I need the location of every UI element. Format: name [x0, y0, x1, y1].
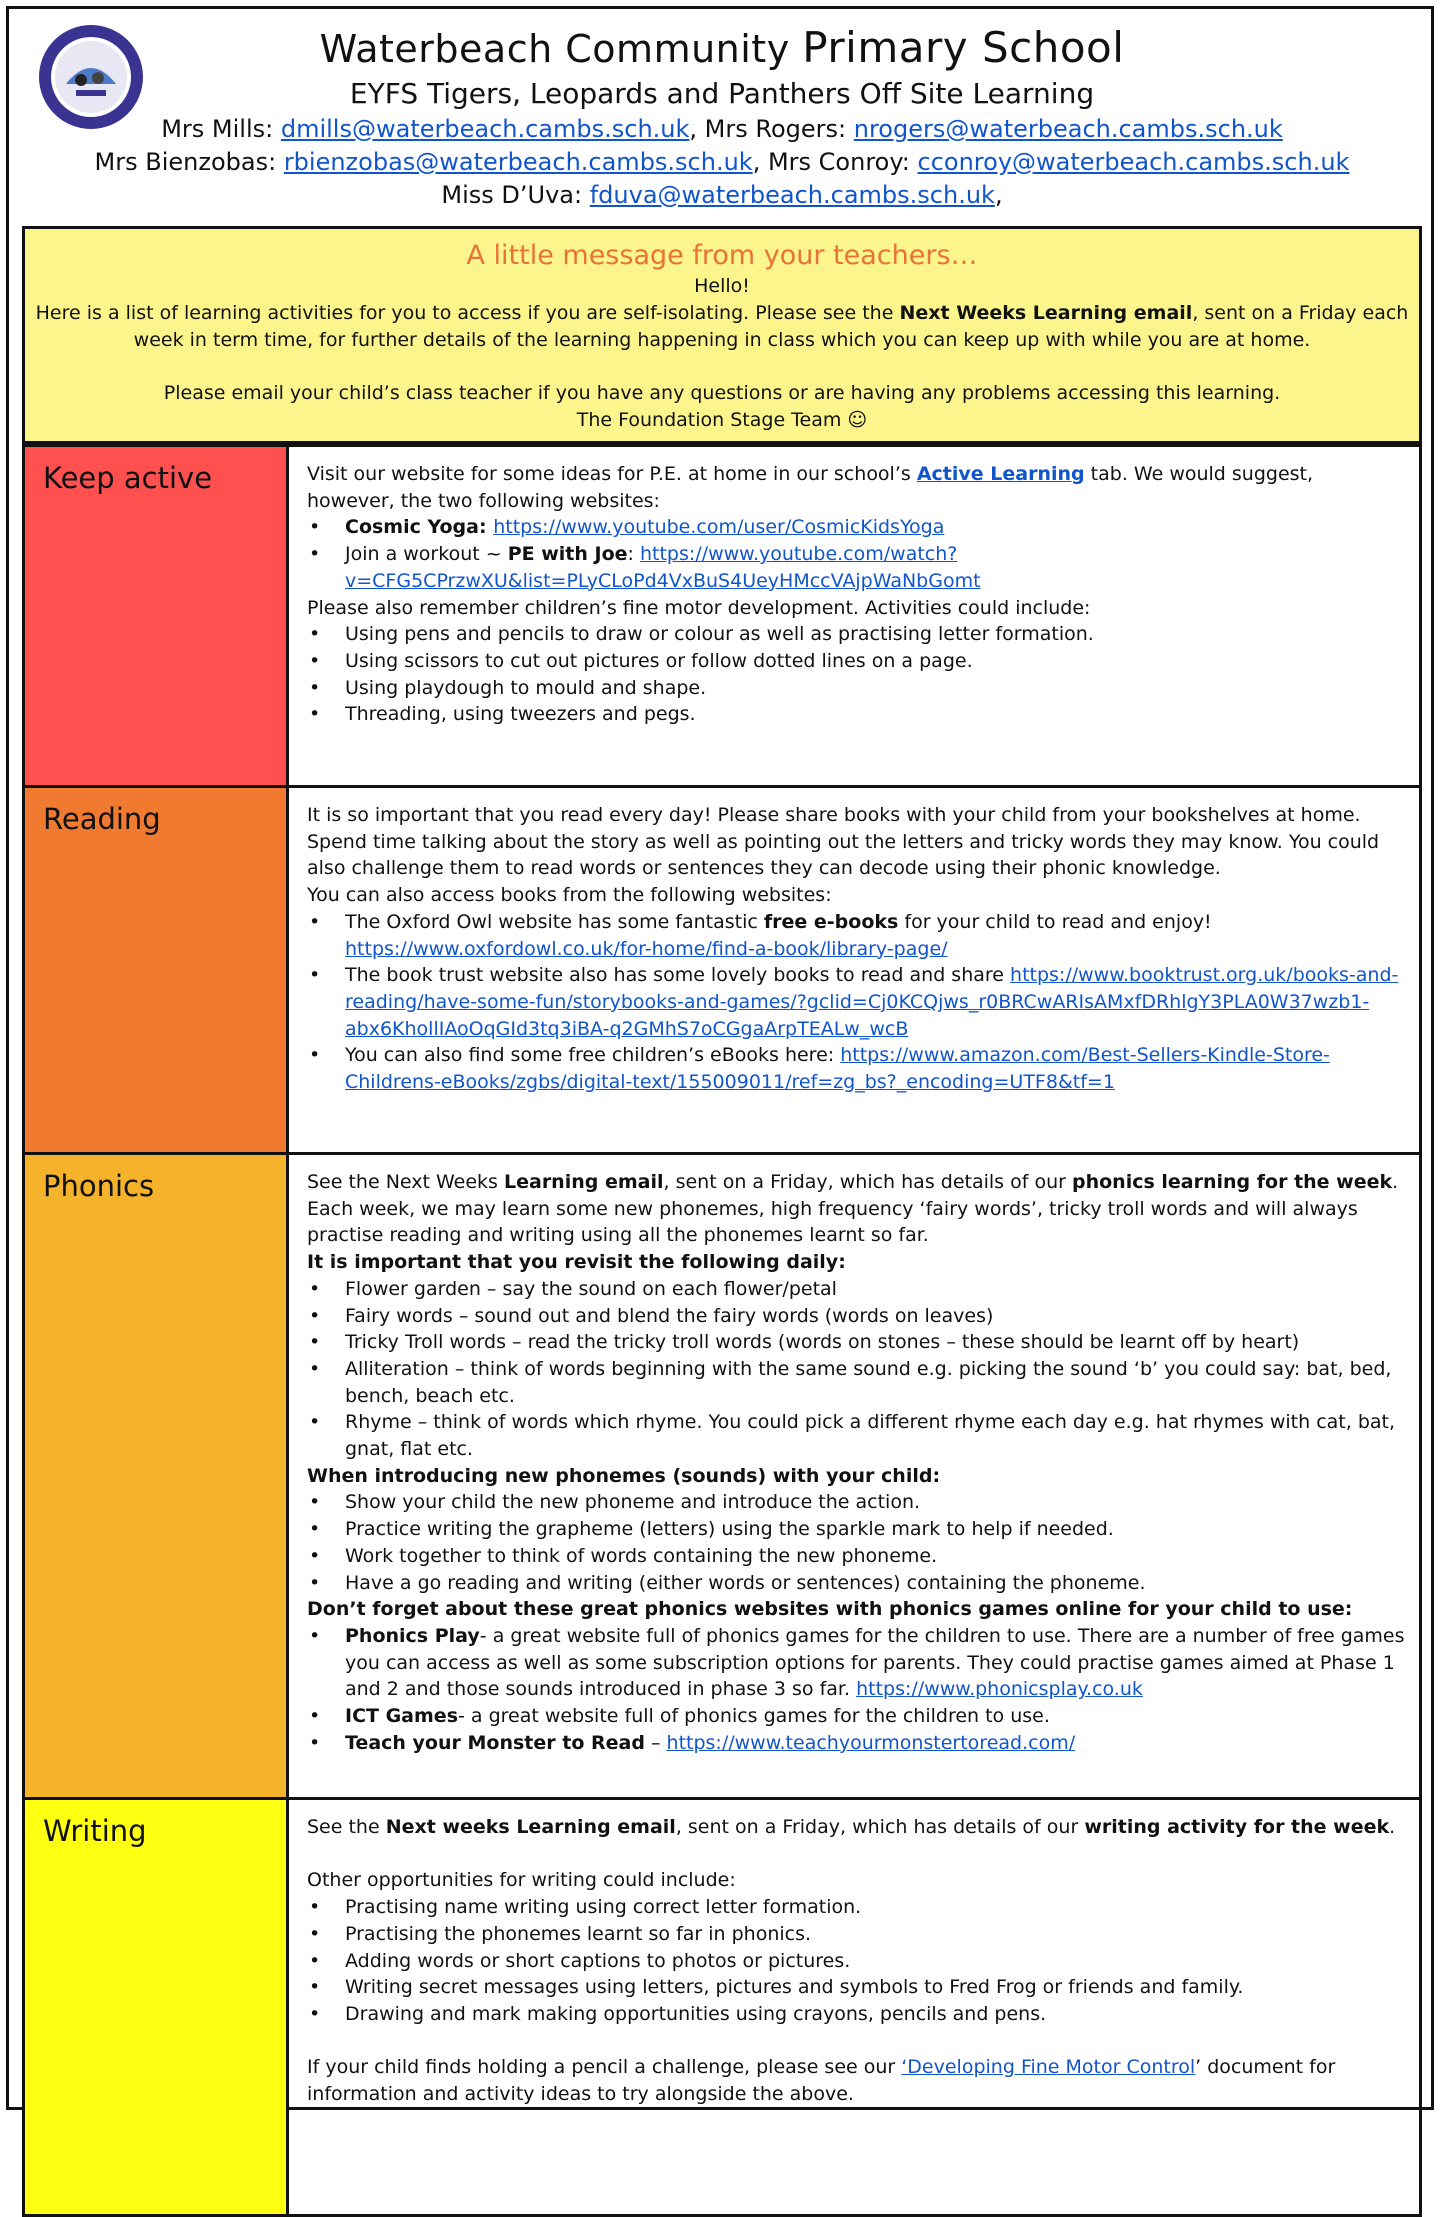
section-row [24, 1799, 1421, 2216]
link[interactable]: rbienzobas@waterbeach.cambs.sch.uk [283, 148, 753, 176]
text-run: Using scissors to cut out pictures or follow dotted lines on a page. [345, 649, 973, 672]
bullet-list [307, 1489, 1405, 1596]
contact-list [0, 113, 1444, 212]
paragraph [307, 1867, 1405, 1894]
header [0, 24, 1444, 212]
link[interactable]: https://www.youtube.com/user/CosmicKidsYoga [493, 516, 945, 539]
list-item [307, 1623, 1405, 1703]
page-subtitle: EYFS Tigers, Leopards and Panthers Off Site Learning [349, 77, 1095, 110]
link[interactable]: ‘Developing Fine Motor Control [901, 2056, 1196, 2079]
list-item [307, 648, 1405, 675]
text-run: - a great website full of phonics games for the children to use. [458, 1705, 1050, 1728]
list-item [307, 541, 1405, 594]
text-run: Visit our website for some ideas for P.E. at home in our school’s [307, 463, 917, 485]
text-run: Using pens and pencils to draw or colour as well as practising letter formation. [345, 623, 1094, 646]
message-greeting: Hello! [694, 275, 750, 297]
school-name-part1: Waterbeach Community [319, 27, 790, 71]
link[interactable]: https://www.amazon.com/Best-Sellers-Kindle-Store-Childrens-eBooks/zgbs/digital-text/155009011/ref=zg_bs?_encoding=UTF8&tf=1 [345, 1044, 1330, 1094]
text-run: You can also access books from the following websites: [307, 884, 832, 907]
list-item [307, 1042, 1405, 1095]
text-run: Rhyme – think of words which rhyme. You could pick a different rhyme each day e.g. hat rhymes with cat, bat, gnat, flat etc. [345, 1411, 1396, 1461]
message-title: A little message from your teachers… [466, 240, 978, 271]
list-item [307, 1948, 1405, 1975]
text-run: - a great website full of phonics games for the children to use. There are a number of free games you can access as well as some subscription options for parents. They could practise games aimed at Phase 1 and 2 and those sounds introduced in phase 3 so far. [345, 1624, 1405, 1701]
text-run: PE with Joe [507, 543, 628, 566]
list-item [307, 1703, 1405, 1730]
section-label: Reading [24, 787, 288, 1154]
list-item [307, 1921, 1405, 1948]
school-name-part2: Primary School [802, 23, 1125, 72]
text-run: phonics learning for the week [1071, 1171, 1393, 1193]
text-run: It is so important that you read every day! Please share books with your child from your bookshelves at home. Spend time talking about the story as well as pointing out the letters and tricky words they may know. You could also challenge them to read words or sentences they can decode using their phonic knowledge. [307, 804, 1380, 880]
link[interactable]: https://www.phonicsplay.co.uk [856, 1678, 1143, 1701]
bullet-list [307, 1894, 1405, 2028]
section-label: Keep active [24, 446, 288, 787]
paragraph [307, 1814, 1405, 1841]
list-item [307, 1570, 1405, 1597]
link[interactable]: cconroy@waterbeach.cambs.sch.uk [917, 148, 1350, 176]
bullet-list [307, 621, 1405, 728]
text-run: Here is a list of learning activities for you to access if you are self-isolating. Please see the [35, 302, 900, 324]
bullet-list [307, 1276, 1405, 1463]
text-run: Phonics Play [345, 1624, 480, 1647]
text-run: See the [307, 1816, 386, 1838]
text-run: Adding words or short captions to photos or pictures. [345, 1949, 851, 1972]
text-run: Please also remember children’s fine motor development. Activities could include: [307, 596, 1091, 619]
learning-table [22, 444, 1422, 2217]
paragraph [307, 2054, 1405, 2107]
text-run: Show your child the new phoneme and introduce the action. [345, 1491, 921, 1514]
list-item [307, 1543, 1405, 1570]
text-run: If your child finds holding a pencil a challenge, please see our [307, 2056, 902, 2079]
section-label: Phonics [24, 1154, 288, 1799]
link[interactable]: https://www.teachyourmonstertoread.com/ [666, 1731, 1076, 1754]
text-run: , sent on a Friday, which has details of our [675, 1816, 1085, 1838]
text-run: Drawing and mark making opportunities using crayons, pencils and pens. [345, 2002, 1047, 2025]
section-row [24, 787, 1421, 1154]
section-content [288, 1799, 1421, 2216]
section-label: Writing [24, 1799, 288, 2216]
text-run: , Mrs Conroy: [752, 148, 918, 176]
text-run: ’ document for information and activity ideas to try alongside the above. [307, 2056, 1336, 2105]
paragraph [307, 802, 1405, 882]
text-run: , sent on a Friday each week in term time, for further details of the learning happening in class which you can keep up with while you are at home. [133, 302, 1409, 351]
text-run: See the Next Weeks [307, 1171, 504, 1193]
list-item [307, 1356, 1405, 1409]
section-content [288, 787, 1421, 1154]
message-signoff: The Foundation Stage Team ☺ [576, 409, 868, 431]
text-run: Alliteration – think of words beginning with the same sound e.g. picking the sound ‘b’ you could say: bat, bed, bench, beach etc. [345, 1357, 1392, 1407]
text-run: When introducing new phonemes (sounds) with your child: [307, 1464, 941, 1487]
list-item [307, 701, 1405, 728]
text-run: Mrs Mills: [161, 115, 281, 143]
text-run: Have a go reading and writing (either words or sentences) containing the phoneme. [345, 1571, 1146, 1594]
text-run: It is important that you revisit the following daily: [307, 1251, 846, 1274]
text-run: , sent on a Friday, which has details of our [663, 1171, 1072, 1193]
list-item [307, 514, 1405, 541]
paragraph [307, 1596, 1405, 1623]
link[interactable]: Active Learning [916, 463, 1085, 485]
text-run: Fairy words – sound out and blend the fairy words (words on leaves) [345, 1304, 994, 1327]
link[interactable]: https://www.booktrust.org.uk/books-and-reading/have-some-fun/storybooks-and-games/?gclid=Cj0KCQjws_r0BRCwARIsAMxfDRhlgY3PLA0W37wzb1-abx6KhollIAoOqGId3tq3iBA-q2GMhS7oCGgaArpTEALw_wcB [345, 964, 1399, 1040]
text-run: Teach your Monster to Read [345, 1731, 645, 1754]
paragraph [307, 1169, 1405, 1249]
text-run: Practising the phonemes learnt so far in phonics. [345, 1922, 812, 1945]
link[interactable]: nrogers@waterbeach.cambs.sch.uk [853, 115, 1283, 143]
contact-line [0, 113, 1444, 146]
text-run: Practice writing the grapheme (letters) using the sparkle mark to help if needed. [345, 1518, 1114, 1541]
list-item [307, 621, 1405, 648]
text-run: , Mrs Rogers: [689, 115, 854, 143]
text-run: Writing secret messages using letters, pictures and symbols to Fred Frog or friends and family. [345, 1976, 1244, 1999]
text-run: The Oxford Owl website has some fantastic [345, 910, 764, 933]
bullet-list [307, 909, 1405, 1096]
list-item [307, 1489, 1405, 1516]
teacher-message [22, 226, 1422, 444]
list-item [307, 1276, 1405, 1303]
text-run: Tricky Troll words – read the tricky troll words (words on stones – these should be learnt off by heart) [345, 1331, 1300, 1354]
text-run: Practising name writing using correct letter formation. [345, 1896, 862, 1919]
link[interactable]: https://www.youtube.com/watch?v=CFG5CPrzwXU&list=PLyCLoPd4VxBuS4UeyHMccVAjpWaNbGomt [345, 543, 981, 592]
school-name [0, 24, 1444, 73]
message-body [25, 300, 1419, 354]
text-run: Learning email [504, 1171, 664, 1193]
text-run: , [994, 181, 1003, 209]
text-run: Next weeks Learning email [385, 1816, 676, 1838]
text-run: Flower garden – say the sound on each flower/petal [345, 1277, 837, 1300]
list-item [307, 2001, 1405, 2028]
contact-line [0, 179, 1444, 212]
text-run: writing activity for the week [1084, 1816, 1390, 1838]
link[interactable]: fduva@waterbeach.cambs.sch.uk [589, 181, 995, 209]
text-run: : [627, 543, 640, 566]
text-run: . Each week, we may learn some new phonemes, high frequency ‘fairy words’, tricky troll words and will always practise reading and writing using all the phonemes learnt so far. [307, 1171, 1399, 1247]
text-run: ICT Games [345, 1705, 458, 1728]
list-item [307, 1974, 1405, 2001]
list-item [307, 1516, 1405, 1543]
link[interactable]: dmills@waterbeach.cambs.sch.uk [280, 115, 690, 143]
text-run: The book trust website also has some lovely books to read and share [345, 964, 1011, 987]
text-run: Using playdough to mould and shape. [345, 676, 707, 699]
list-item [307, 1329, 1405, 1356]
text-run: Other opportunities for writing could include: [307, 1869, 736, 1892]
text-run: . [1389, 1816, 1396, 1838]
text-run: Next Weeks Learning email [899, 302, 1193, 324]
bullet-list [307, 1623, 1405, 1757]
text-run: You can also find some free children’s eBooks here: [345, 1044, 841, 1067]
text-run: – [644, 1731, 667, 1754]
text-run: Threading, using tweezers and pegs. [345, 703, 696, 726]
text-run: Work together to think of words containing the new phoneme. [345, 1544, 938, 1567]
list-item [307, 1894, 1405, 1921]
text-run: Cosmic Yoga: [345, 516, 494, 539]
paragraph [307, 1249, 1405, 1276]
section-row [24, 1154, 1421, 1799]
text-run: for your child to read and enjoy! [898, 910, 1212, 933]
list-item [307, 675, 1405, 702]
text-run: Miss D’Uva: [441, 181, 590, 209]
paragraph [307, 461, 1405, 514]
section-row [24, 446, 1421, 787]
list-item [307, 1409, 1405, 1462]
paragraph [307, 1463, 1405, 1490]
list-item [307, 962, 1405, 1042]
text-run: Don’t forget about these great phonics websites with phonics games online for your child to use: [307, 1598, 1353, 1621]
text-run: Mrs Bienzobas: [94, 148, 284, 176]
message-body-2: Please email your child’s class teacher if you have any questions or are having any problems accessing this learning. [163, 382, 1281, 404]
list-item [307, 909, 1405, 962]
bullet-list [307, 514, 1405, 594]
section-content [288, 1154, 1421, 1799]
text-run: free e-books [763, 910, 899, 933]
list-item [307, 1303, 1405, 1330]
paragraph [307, 882, 1405, 909]
contact-line [0, 146, 1444, 179]
text-run: tab. We would suggest, however, the two following websites: [307, 463, 1314, 512]
link[interactable]: https://www.oxfordowl.co.uk/for-home/find-a-book/library-page/ [345, 937, 948, 960]
list-item [307, 1730, 1405, 1757]
paragraph [307, 595, 1405, 622]
text-run: Join a workout ~ [345, 543, 508, 566]
section-content [288, 446, 1421, 787]
